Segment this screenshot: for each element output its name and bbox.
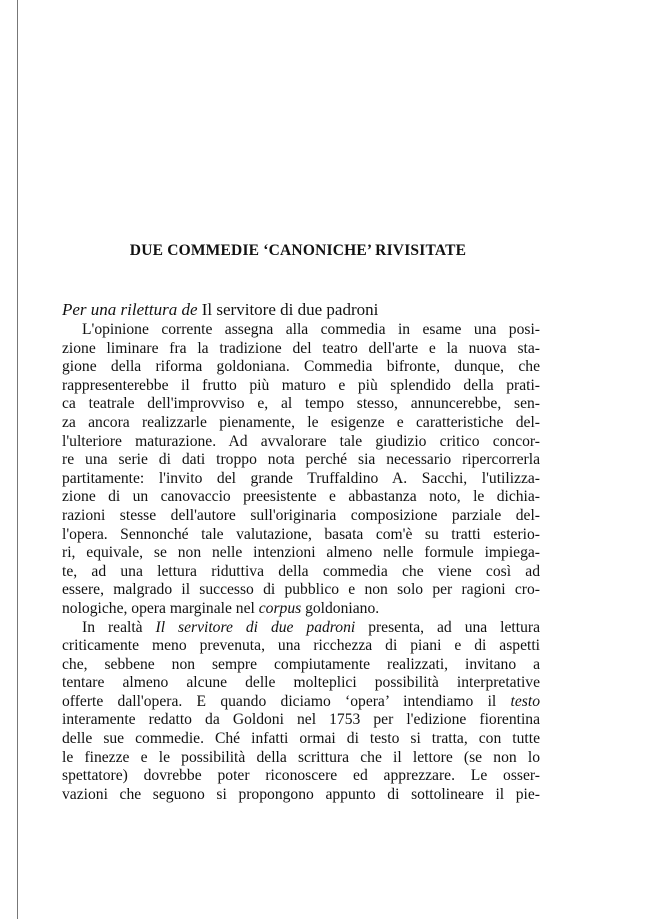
text-line: re una serie di dati troppo nota perché sia necessario ripercorrerla: [62, 451, 540, 469]
italic-title: Il servitore di due padroni: [155, 618, 356, 636]
text-line: [62, 693, 540, 712]
text-segment: offerte dall'opera. E quando diciamo ‘opera’ intendiamo il: [62, 692, 511, 710]
text-line: che, sebbene non sempre compiutamente realizzati, invitano a: [62, 655, 540, 673]
text-line: zione liminare fra la tradizione del teatro dell'arte e la nuova sta-: [62, 339, 540, 357]
text-line: gione della riforma goldoniana. Commedia bifronte, dunque, che: [62, 358, 540, 376]
text-line: partitamente: l'invito del grande Truffaldino A. Sacchi, l'utilizza-: [62, 469, 540, 487]
text-segment: goldoniano.: [301, 599, 380, 617]
chapter-title: DUE COMMEDIE ‘CANONICHE’ RIVISITATE: [129, 242, 467, 259]
text-line: vazioni che seguono si propongono appunto di sottolineare il pie-: [62, 785, 540, 803]
text-line: zione di un canovaccio preesistente e abbastanza noto, le dichia-: [62, 488, 540, 506]
text-line: ri, equivale, se non nelle intenzioni almeno nelle formule impiega-: [62, 544, 540, 562]
text-line: criticamente meno prevenuta, una ricchezza di piani e di aspetti: [62, 637, 540, 655]
text-line: rappresenterebbe il frutto più maturo e più splendido della prati-: [62, 376, 540, 394]
text-line: delle sue commedie. Ché infatti ormai di testo si tratta, con tutte: [62, 730, 540, 748]
italic-term: corpus: [258, 599, 302, 617]
italic-term: testo: [510, 692, 540, 710]
text-line: l'opera. Sennonché tale valutazione, basata com'è su tratti esterio-: [62, 525, 540, 543]
section-title: [62, 300, 378, 320]
text-line: razioni stesse dell'autore sull'originaria composizione parziale del-: [62, 506, 540, 524]
text-line: ca teatrale dell'improvviso e, al tempo stesso, annuncerebbe, sen-: [62, 395, 540, 413]
text-line: essere, malgrado il successo di pubblico e non solo per ragioni cro-: [62, 581, 540, 599]
paragraph-2: [62, 619, 540, 805]
paragraph-1: [62, 321, 540, 619]
section-title-italic: Per una rilettura de: [62, 300, 198, 319]
text-segment: presenta, ad una lettura: [355, 618, 540, 636]
text-line: te, ad una lettura riduttiva della commedia che viene così ad: [62, 562, 540, 580]
text-line: L'opinione corrente assegna alla commedia in esame una posi-: [82, 321, 540, 338]
body-text: [62, 321, 540, 804]
text-segment: nologiche, opera marginale nel: [62, 599, 259, 617]
page-gutter-line: [17, 0, 18, 919]
text-line: spettatore) dovrebbe poter riconoscere ed apprezzare. Le osser-: [62, 767, 540, 785]
text-line: za ancora realizzarle pienamente, le esigenze e caratteristiche del-: [62, 413, 540, 431]
section-title-work: Il servitore di due padroni: [201, 300, 379, 319]
text-line: [62, 619, 540, 638]
text-line: [62, 600, 540, 619]
text-line: interamente redatto da Goldoni nel 1753 per l'edizione fiorentina: [62, 711, 540, 729]
text-line: le finezze e le possibilità della scrittura che il lettore (se non lo: [62, 748, 540, 766]
text-line: tentare almeno alcune delle molteplici possibilità interpretative: [62, 674, 540, 692]
text-line: l'ulteriore maturazione. Ad avvalorare tale giudizio critico concor-: [62, 432, 540, 450]
text-segment: In realtà: [82, 618, 156, 636]
